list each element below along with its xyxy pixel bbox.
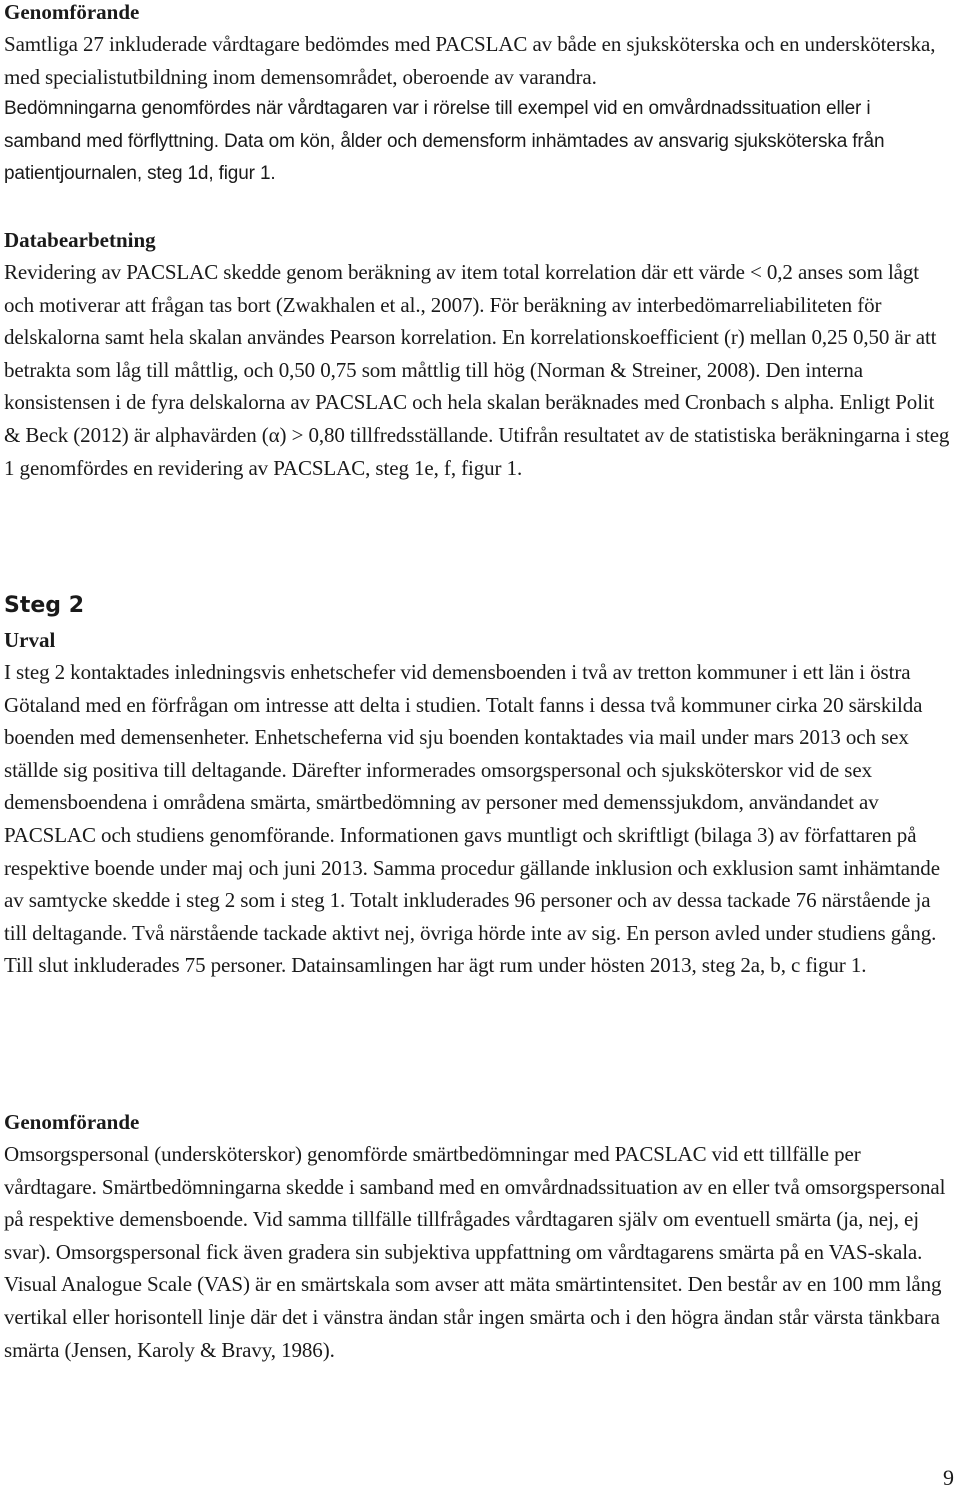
section-steg-2-urval (4, 592, 952, 982)
section-heading: Urval (4, 628, 56, 652)
body-paragraph: Bedömningarna genomfördes när vårdtagaren var i rörelse till exempel vid en omvårdnadssituation eller i samband med förflyttning. Data om kön, ålder och demensform inhämtades av ansvarig sjuksköterska från patientjournalen, steg 1d, figur 1. (4, 98, 885, 185)
body-paragraph: I steg 2 kontaktades inledningsvis enhetschefer vid demensboenden i två av tretton kommuner i ett län i östra Götaland med en förfrågan om intresse att delta i studien. Totalt fanns i dessa två kommuner cirka 20 särskilda boenden med demensenheter. Enhetscheferna vid sju boenden kontaktades via mail under mars 2013 och sex ställde sig positiva till deltagande. Därefter informerades omsorgspersonal och sjuksköterskor vid de sex demensboendena i områdena smärta, smärtbedömning av personer med demenssjukdom, användandet av PACSLAC och studiens genomförande. Informationen gavs muntligt och skriftligt (bilaga 3) av författaren på respektive boende under maj och juni 2013. Samma procedur gällande inklusion och exklusion samt inhämtande av samtycke skedde i steg 2 som i steg 1. Totalt inkluderades 96 personer och av dessa tackade 76 närstående ja till deltagande. Två närstående tackade aktivt nej, övriga hörde inte av sig. En person avled under studiens gång. Till slut inkluderades 75 personer. Datainsamlingen har ägt rum under hösten 2013, steg 2a, b, c figur 1. (4, 660, 940, 978)
section-genomforande-2 (4, 1110, 952, 1366)
section-genomforande-1 (4, 0, 952, 191)
section-heading: Databearbetning (4, 228, 156, 252)
step-heading: Steg 2 (4, 593, 84, 618)
section-heading: Genomförande (4, 0, 140, 24)
body-paragraph: Revidering av PACSLAC skedde genom beräkning av item total korrelation där ett värde < 0,2 anses som lågt och motiverar att frågan tas bort (Zwakhalen et al., 2007). För beräkning av interbedömarreliabiliteten för delskalorna samt hela skalan användes Pearson korrelation. En korrelationskoefficient (r) mellan 0,25 0,50 är att betrakta som låg till måttlig, och 0,50 0,75 som måttlig till hög (Norman & Streiner, 2008). Den interna konsistensen i de fyra delskalorna av PACSLAC och hela skalan beräknades med Cronbach s alpha. Enligt Polit & Beck (2012) är alphavärden (α) > 0,80 tillfredsställande. Utifrån resultatet av de statistiska beräkningarna i steg 1 genomfördes en revidering av PACSLAC, steg 1e, f, figur 1. (4, 260, 950, 480)
page-number: 9 (943, 1465, 954, 1490)
section-heading: Genomförande (4, 1110, 140, 1134)
section-databearbetning (4, 228, 952, 484)
body-paragraph: Samtliga 27 inkluderade vårdtagare bedömdes med PACSLAC av både en sjuksköterska och en undersköterska, med specialistutbildning inom demensområdet, oberoende av varandra. (4, 32, 936, 89)
body-paragraph: Omsorgspersonal (undersköterskor) genomförde smärtbedömningar med PACSLAC vid ett tillfälle per vårdtagare. Smärtbedömningarna skedde i samband med en omvårdnadssituation av en eller två omsorgspersonal på respektive demensboende. Vid samma tillfälle tillfrågades vårdtagaren själv om eventuell smärta (ja, nej, ej svar). Omsorgspersonal fick även gradera sin subjektiva uppfattning om vårdtagarens smärta på en VAS-skala. Visual Analogue Scale (VAS) är en smärtskala som avser att mäta smärtintensitet. Den består av en 100 mm lång vertikal eller horisontell linje där det i vänstra ändan står ingen smärta och i den högra ändan står värsta tänkbara smärta (Jensen, Karoly & Bravy, 1986). (4, 1142, 946, 1362)
